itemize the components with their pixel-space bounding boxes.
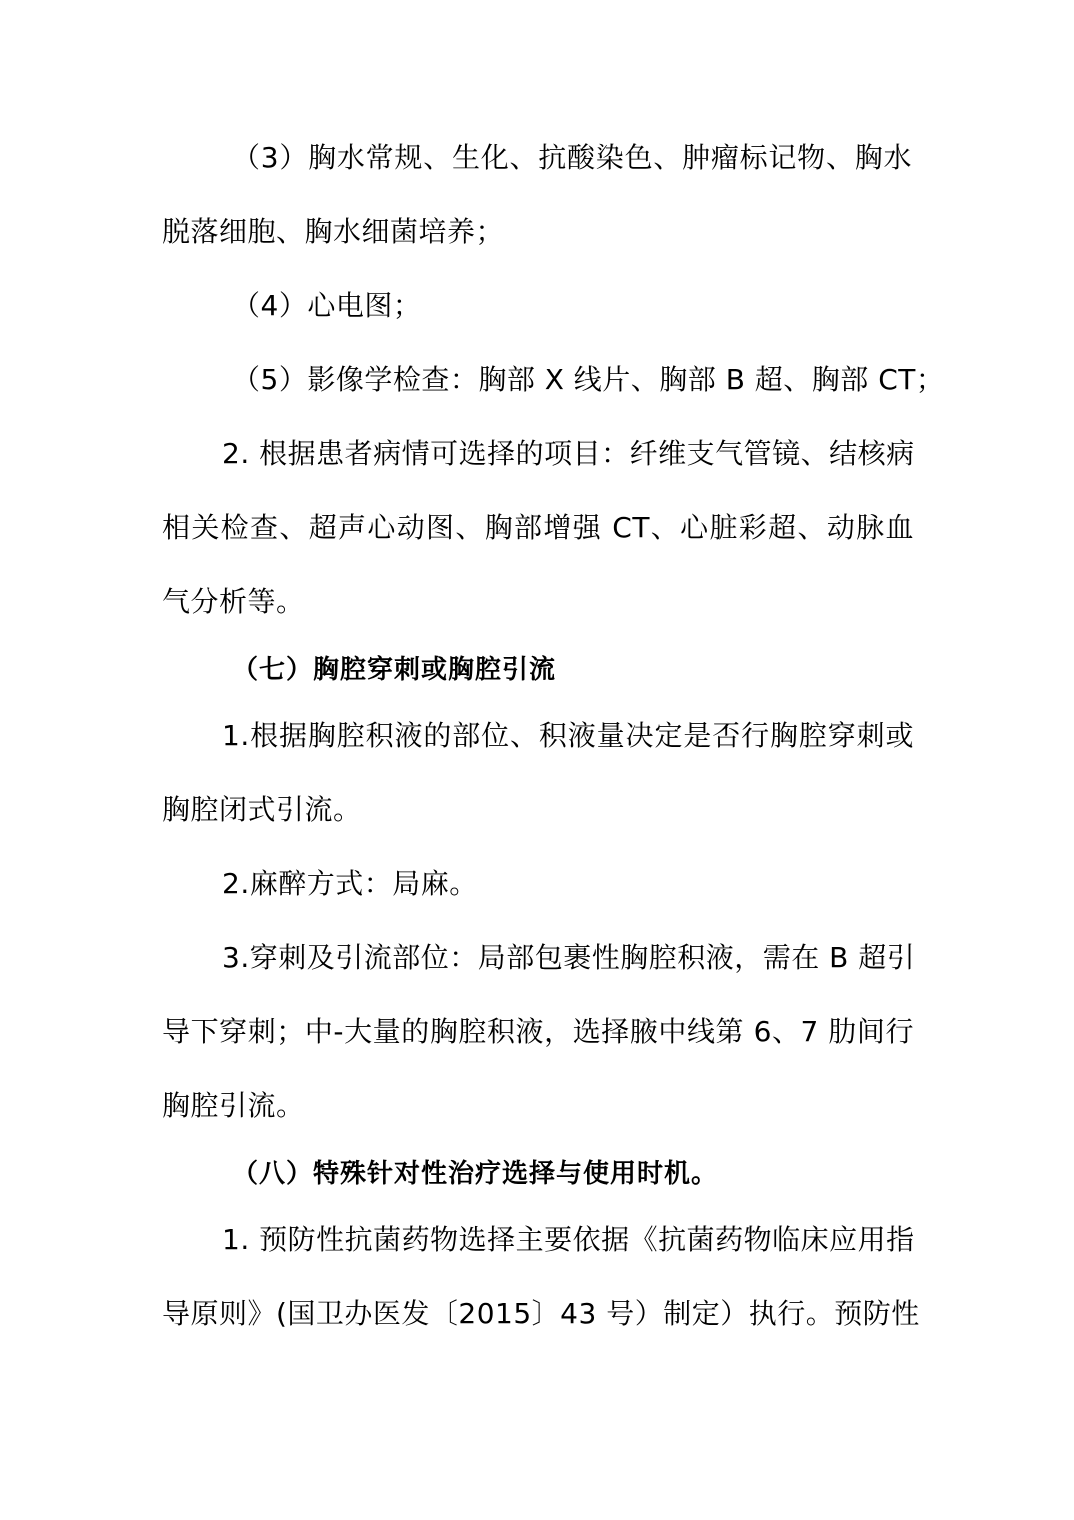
paragraph-line: （5）影像学检查：胸部 X 线片、胸部 B 超、胸部 CT； <box>232 363 945 396</box>
section-heading: （八）特殊针对性治疗选择与使用时机。 <box>232 1159 719 1189</box>
paragraph-line: 胸腔闭式引流。 <box>162 793 362 826</box>
paragraph-line: 1.根据胸腔积液的部位、积液量决定是否行胸腔穿刺或 <box>222 719 914 752</box>
paragraph-line: 导原则》(国卫办医发〔2015〕43 号）制定）执行。预防性 <box>162 1297 920 1330</box>
paragraph-line: 气分析等。 <box>162 585 305 618</box>
paragraph-line: 2. 根据患者病情可选择的项目：纤维支气管镜、结核病 <box>222 437 915 470</box>
paragraph-line: （4）心电图； <box>232 289 422 322</box>
paragraph-line: （3）胸水常规、生化、抗酸染色、肿瘤标记物、胸水 <box>232 141 912 174</box>
paragraph-line: 导下穿刺；中-大量的胸腔积液，选择腋中线第 6、7 肋间行 <box>162 1015 914 1048</box>
section-heading: （七）胸腔穿刺或胸腔引流 <box>232 655 557 685</box>
paragraph-line: 相关检查、超声心动图、胸部增强 CT、心脏彩超、动脉血 <box>162 511 914 544</box>
paragraph-line: 1. 预防性抗菌药物选择主要依据《抗菌药物临床应用指 <box>222 1223 915 1256</box>
paragraph-line: 2.麻醉方式：局麻。 <box>222 867 478 900</box>
paragraph-line: 胸腔引流。 <box>162 1089 305 1122</box>
paragraph-line: 脱落细胞、胸水细菌培养； <box>162 215 505 248</box>
paragraph-line: 3.穿刺及引流部位：局部包裹性胸腔积液，需在 B 超引 <box>222 941 916 974</box>
